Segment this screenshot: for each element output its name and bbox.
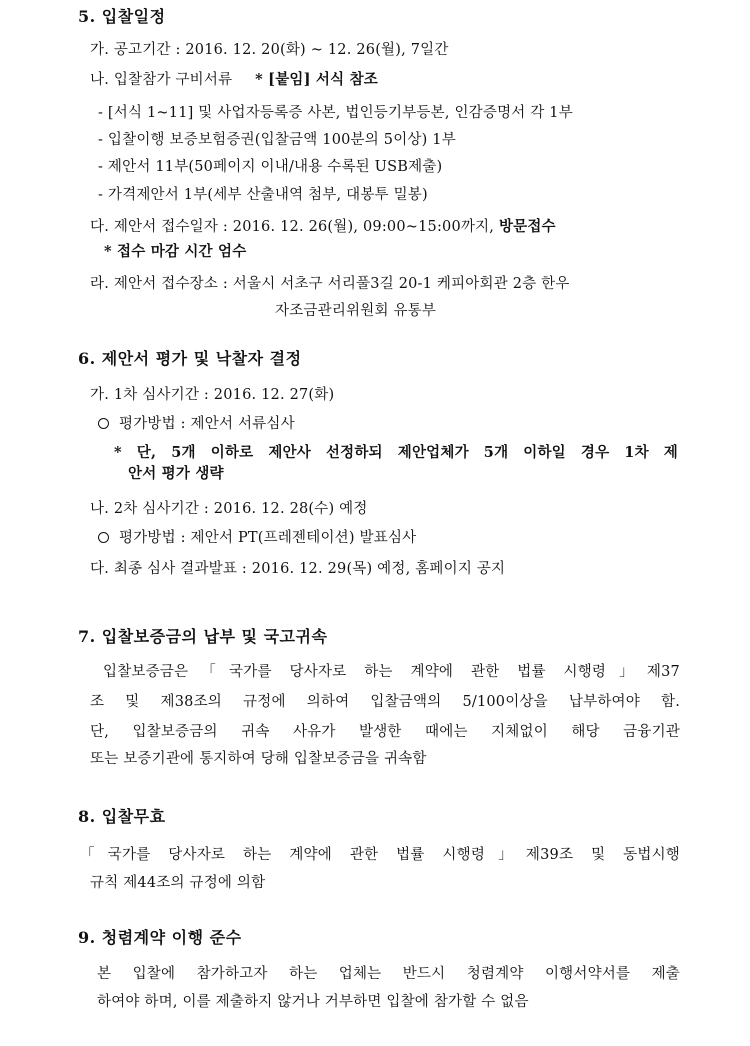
s9-paragraph-line: 본 입찰에 참가하고자 하는 업체는 반드시 청렴계약 이행서약서를 제출 (97, 966, 680, 982)
s7-paragraph-line: 단, 입찰보증금의 귀속 사유가 발생한 때에는 지체없이 해당 금융기관 (90, 724, 680, 740)
s6-ga-method-text: 평가방법 : 제안서 서류심사 (119, 416, 295, 432)
s6-ga-note-cont: 안서 평가 생략 (128, 465, 224, 482)
s5-doc-item: - 제안서 11부(50페이지 이내/내용 수록된 USB제출) (98, 159, 443, 175)
s5-item-na (90, 68, 378, 89)
s8-paragraph-line: 「국가를 당사자로 하는 계약에 관한 법률 시행령」제39조 및 동법시행 (80, 847, 680, 863)
s5-item-na-text: 나. 입찰참가 구비서류 (90, 72, 233, 88)
s6-na-method (98, 526, 416, 547)
s6-item-na: 나. 2차 심사기간 : 2016. 12. 28(수) 예정 (90, 501, 368, 517)
s5-item-ra: 라. 제안서 접수장소 : 서울시 서초구 서리풀3길 20-1 케피아회관 2층 한우 (90, 276, 570, 292)
circle-bullet-icon (98, 532, 109, 543)
s7-paragraph-line: 조 및 제38조의 규정에 의하여 입찰금액의 5/100이상을 납부하여야 함. (90, 694, 680, 710)
s5-item-da (90, 215, 556, 236)
section-6-heading: 6. 제안서 평가 및 낙찰자 결정 (78, 349, 302, 368)
s6-na-method-text: 평가방법 : 제안서 PT(프레젠테이션) 발표심사 (119, 530, 417, 546)
s6-ga-note: * 단, 5개 이하로 제안사 선정하되 제안업체가 5개 이하일 경우 1차 제 (114, 444, 678, 461)
s6-ga-method (98, 412, 295, 433)
s9-paragraph-line: 하여야 하며, 이를 제출하지 않거나 거부하면 입찰에 참가할 수 없음 (97, 994, 529, 1010)
section-8-heading: 8. 입찰무효 (78, 807, 166, 826)
s5-item-ga: 가. 공고기간 : 2016. 12. 20(화) ~ 12. 26(월), 7일간 (90, 42, 449, 58)
s6-item-da: 다. 최종 심사 결과발표 : 2016. 12. 29(목) 예정, 홈페이지 공지 (90, 561, 506, 577)
s5-item-ra-cont: 자조금관리위원회 유통부 (275, 303, 437, 319)
section-7-heading: 7. 입찰보증금의 납부 및 국고귀속 (78, 627, 328, 646)
s5-item-na-note: * [붙임] 서식 참조 (255, 71, 378, 88)
s7-paragraph-line: 또는 보증기관에 통지하여 당해 입찰보증금을 귀속함 (90, 751, 427, 767)
s5-doc-item: - 입찰이행 보증보험증권(입찰금액 100분의 5이상) 1부 (98, 132, 456, 148)
s6-item-ga: 가. 1차 심사기간 : 2016. 12. 27(화) (90, 387, 335, 403)
s8-paragraph-line: 규칙 제44조의 규정에 의함 (90, 875, 266, 891)
s5-doc-item: - 가격제안서 1부(세부 산출내역 첨부, 대봉투 밀봉) (98, 187, 428, 203)
s5-item-da-note: * 접수 마감 시간 엄수 (104, 243, 247, 260)
circle-bullet-icon (98, 418, 109, 429)
s5-item-da-bold: 방문접수 (498, 218, 556, 235)
s5-doc-item: - [서식 1~11] 및 사업자등록증 사본, 법인등기부등본, 인감증명서 각 1부 (98, 105, 573, 121)
section-5-heading: 5. 입찰일정 (78, 7, 166, 26)
s5-item-da-text: 다. 제안서 접수일자 : 2016. 12. 26(월), 09:00~15:00까지, (90, 219, 495, 235)
section-9-heading: 9. 청렴계약 이행 준수 (78, 928, 242, 947)
s7-paragraph-line: 입찰보증금은「국가를 당사자로 하는 계약에 관한 법률 시행령」제37 (103, 664, 680, 680)
